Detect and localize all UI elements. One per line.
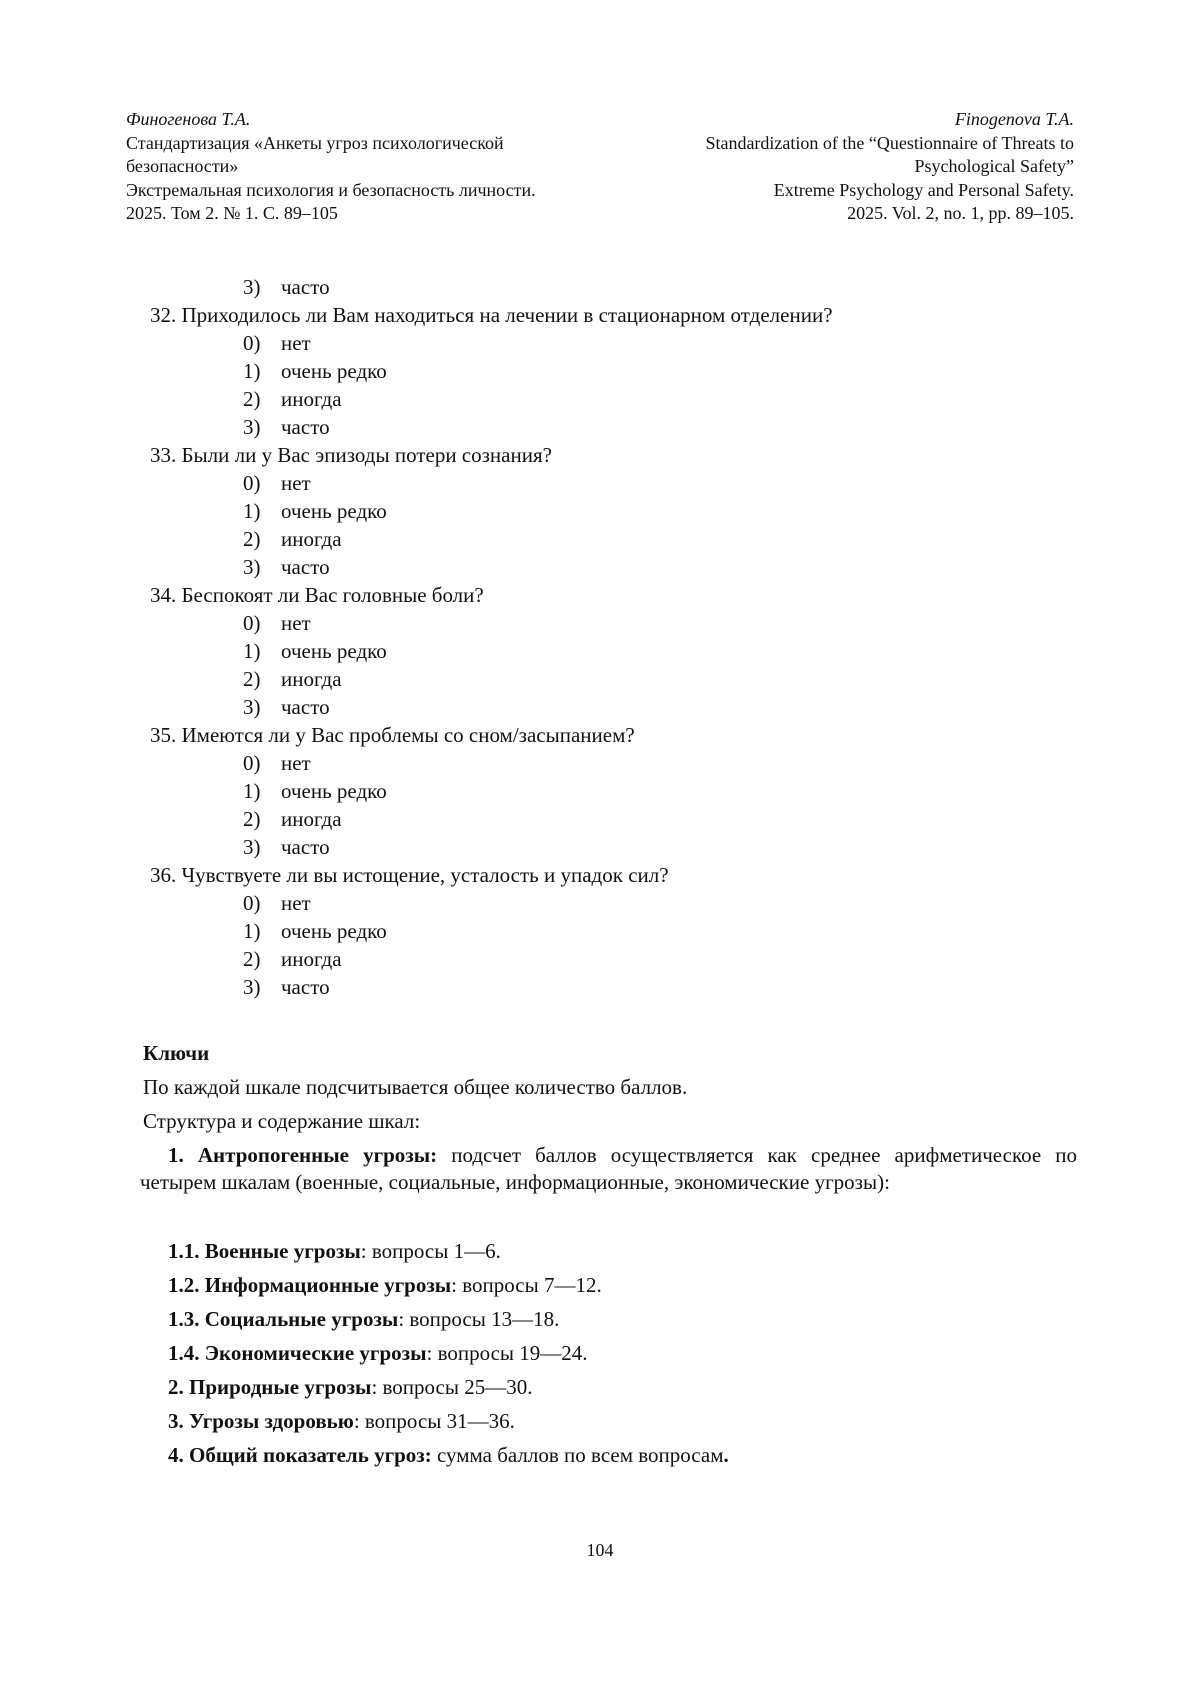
scale-item: 1.3. Социальные угрозы: вопросы 13—18.: [168, 1307, 560, 1331]
scale-anthropogenic: [140, 1142, 1077, 1195]
answer-option: 2) иногда: [243, 387, 342, 411]
answer-option: 1) очень редко: [243, 779, 387, 803]
header-journal-en: Extreme Psychology and Personal Safety.: [773, 179, 1074, 200]
answer-option: 3) часто: [243, 555, 330, 579]
answer-option: 2) иногда: [243, 807, 342, 831]
answer-option: 2) иногда: [243, 947, 342, 971]
header-citation-ru: 2025. Том 2. № 1. С. 89–105: [126, 203, 338, 223]
page-number: 104: [586, 1540, 614, 1560]
scale-item: 2. Природные угрозы: вопросы 25—30.: [168, 1375, 533, 1399]
header-citation-en: 2025. Vol. 2, no. 1, pp. 89–105.: [847, 203, 1074, 223]
header-author-en: Finogenova T.A.: [954, 109, 1074, 129]
header-journal-ru: Экстремальная психология и безопасность личности.: [126, 179, 536, 200]
answer-option: 3) часто: [243, 275, 330, 299]
answer-option: 1) очень редко: [243, 499, 387, 523]
scale-anthropogenic-title: 1. Антропогенные угрозы:: [168, 1143, 438, 1167]
question-34: 34. Беспокоят ли Вас головные боли?: [150, 583, 484, 607]
answer-option: 3) часто: [243, 695, 330, 719]
header-title-ru-2: безопасности»: [126, 156, 239, 176]
answer-option: 1) очень редко: [243, 919, 387, 943]
answer-option: 3) часто: [243, 975, 330, 999]
answer-option: 3) часто: [243, 835, 330, 859]
keys-heading: Ключи: [143, 1041, 210, 1065]
answer-option: 0) нет: [243, 471, 311, 495]
question-32: 32. Приходилось ли Вам находиться на лечении в стационарном отделении?: [150, 303, 833, 327]
scale-item: 1.1. Военные угрозы: вопросы 1—6.: [168, 1239, 501, 1263]
question-33: 33. Были ли у Вас эпизоды потери сознания?: [150, 443, 552, 467]
scale-item: 3. Угрозы здоровью: вопросы 31—36.: [168, 1409, 515, 1433]
header-title-en-2: Psychological Safety”: [914, 156, 1074, 176]
keys-structure-label: Структура и содержание шкал:: [143, 1109, 421, 1133]
answer-option: 1) очень редко: [243, 639, 387, 663]
question-35: 35. Имеются ли у Вас проблемы со сном/засыпанием?: [150, 723, 635, 747]
keys-intro: По каждой шкале подсчитывается общее количество баллов.: [143, 1075, 688, 1099]
header-russian: [126, 108, 596, 226]
header-english: [604, 108, 1074, 226]
answer-option: 0) нет: [243, 331, 311, 355]
answer-option: 3) часто: [243, 415, 330, 439]
answer-option: 2) иногда: [243, 667, 342, 691]
header-title-ru-1: Стандартизация «Анкеты угроз психологической: [126, 132, 504, 153]
scale-item: 1.2. Информационные угрозы: вопросы 7—12.: [168, 1273, 602, 1297]
header-author-ru: Финогенова Т.А.: [126, 109, 251, 129]
header-title-en-1: Standardization of the “Questionnaire of Threats to: [705, 132, 1074, 153]
answer-option: 2) иногда: [243, 527, 342, 551]
answer-option: 1) очень редко: [243, 359, 387, 383]
scale-item: 4. Общий показатель угроз: сумма баллов по всем вопросам.: [168, 1443, 729, 1467]
question-36: 36. Чувствуете ли вы истощение, усталость и упадок сил?: [150, 863, 669, 887]
answer-option: 0) нет: [243, 891, 311, 915]
scale-anthropogenic-text: подсчет баллов осуществляется как среднее арифметическое по четырем шкалам (военные, социальные, информационные, экономические угрозы):: [140, 1143, 1078, 1194]
scale-item: 1.4. Экономические угрозы: вопросы 19—24.: [168, 1341, 588, 1365]
answer-option: 0) нет: [243, 611, 311, 635]
answer-option: 0) нет: [243, 751, 311, 775]
